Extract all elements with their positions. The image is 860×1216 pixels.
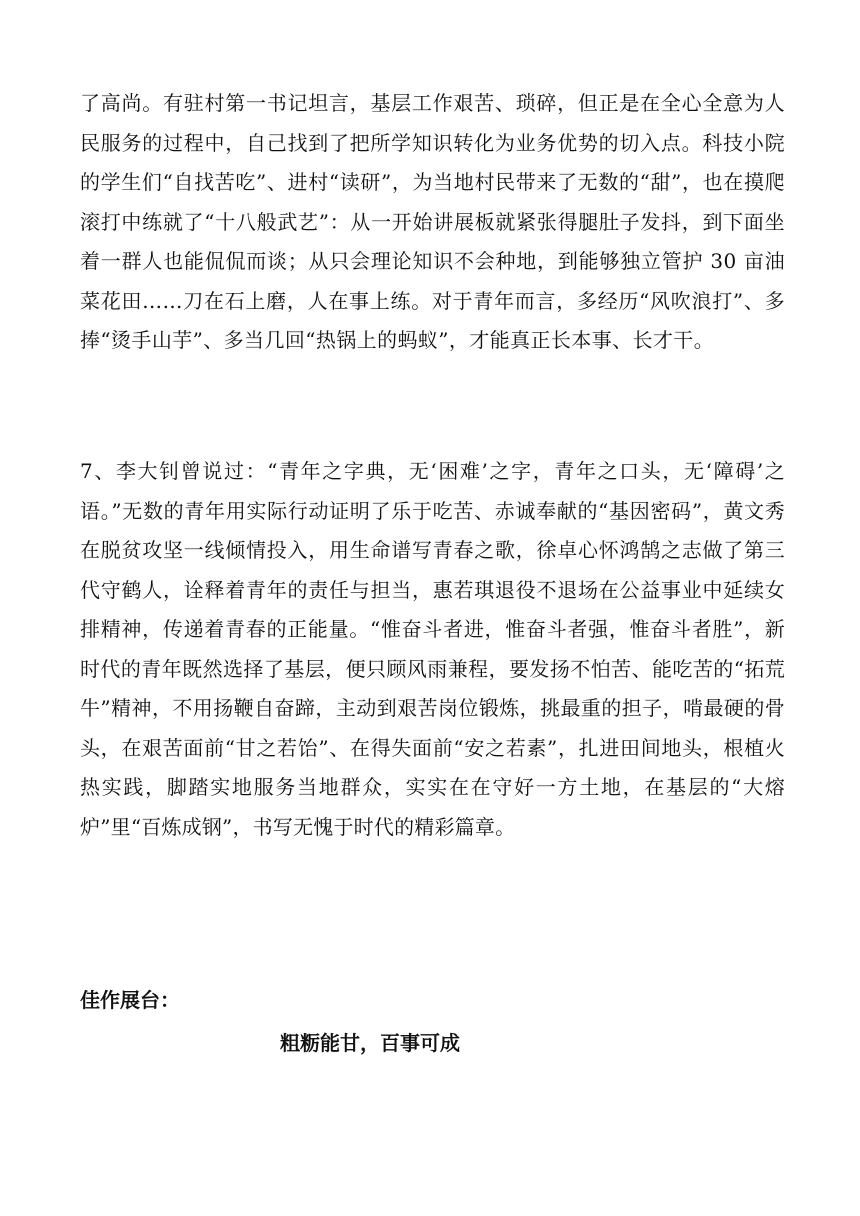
paragraph-7: 7、李大钊曾说过：“青年之字典，无‘困难’之字，青年之口头，无‘障碍’之语。”无数的青年用实际行动证明了乐于吃苦、赤诚奉献的“基因密码”，黄文秀在脱贫攻坚一线倾情投入，用生命谱写青春之歌，徐卓心怀鸿鹄之志做了第三代守鹤人，诠释着青年的责任与担当，惠若琪退役不退场在公益事业中延续女排精神，传递着青春的正能量。“惟奋斗者进，惟奋斗者强，惟奋斗者胜”，新时代的青年既然选择了基层，便只顾风雨兼程，要发扬不怕苦、能吃苦的“拓荒牛”精神，不用扬鞭自奋蹄，主动到艰苦岗位锻炼，挑最重的担子，啃最硬的骨头，在艰苦面前“甘之若饴”、在得失面前“安之若素”，扎进田间地头，根植火热实践，脚踏实地服务当地群众，实实在在守好一方土地，在基层的“大熔炉”里“百炼成钢”，书写无愧于时代的精彩篇章。 bbox=[80, 459, 785, 839]
section-heading: 佳作展台： bbox=[80, 988, 180, 1012]
essay-title: 粗粝能甘，百事可成 bbox=[280, 1031, 460, 1055]
paragraph-continued: 了高尚。有驻村第一书记坦言，基层工作艰苦、琐碎，但正是在全心全意为人民服务的过程中，自己找到了把所学知识转化为业务优势的切入点。科技小院的学生们“自找苦吃”、进村“读研”，为当地村民带来了无数的“甜”，也在摸爬滚打中练就了“十八般武艺”：从一开始讲展板就紧张得腿肚子发抖，到下面坐着一群人也能侃侃而谈；从只会理论知识不会种地，到能够独立管护 30 亩油菜花田……刀在石上磨，人在事上练。对于青年而言，多经历“风吹浪打”、多捧“烫手山芋”、多当几回“热锅上的蚂蚁”，才能真正长本事、长才干。 bbox=[80, 91, 785, 352]
